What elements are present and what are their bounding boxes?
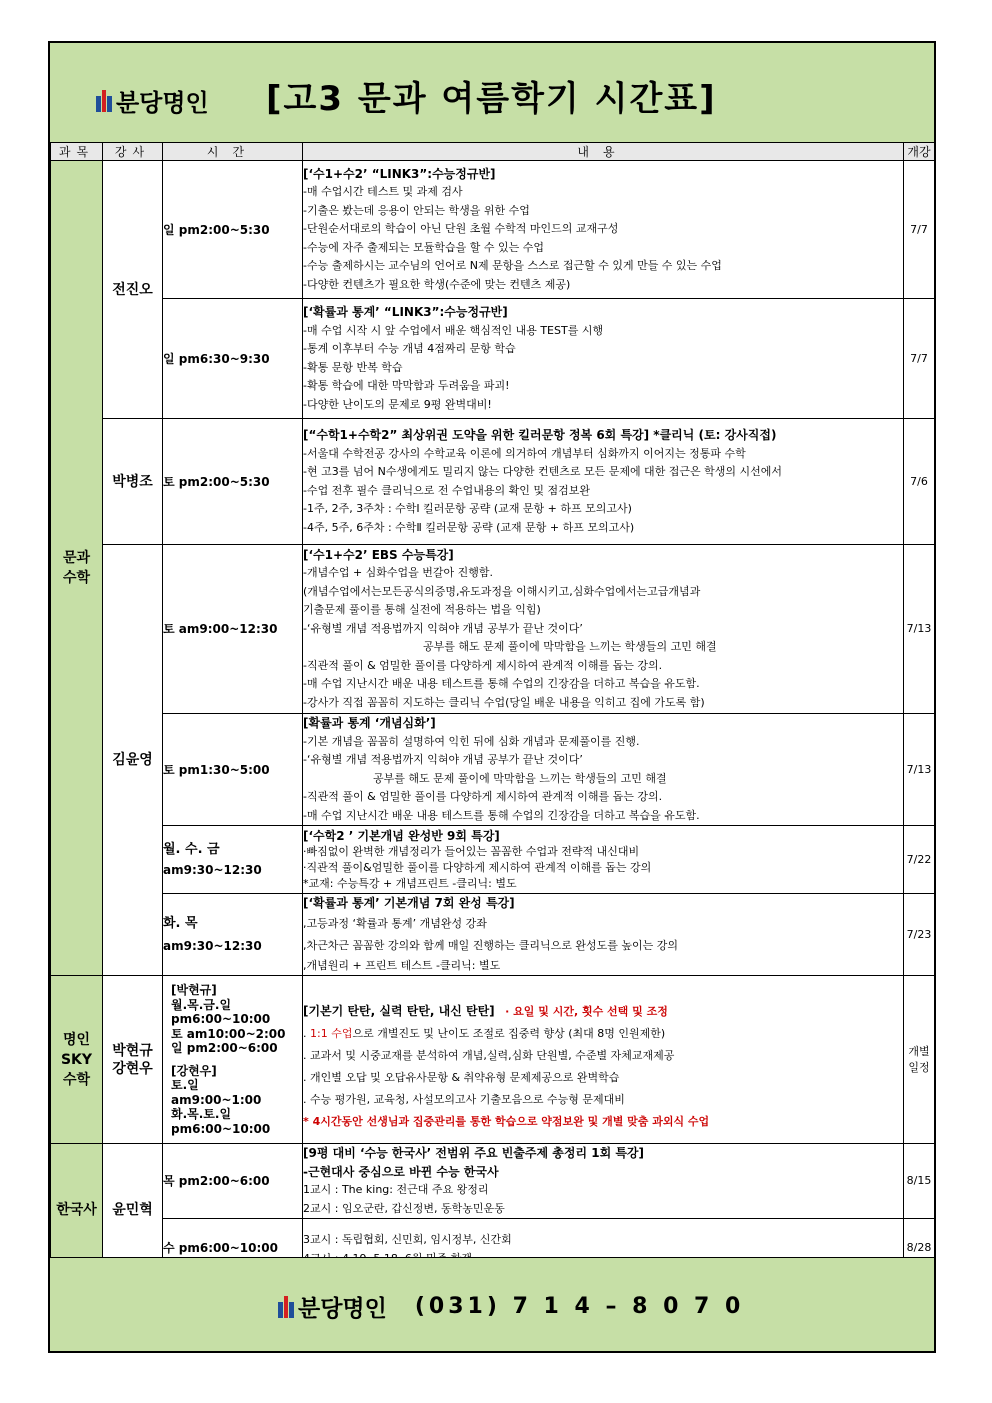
- phone-number: (031) 7 1 4 – 8 0 7 0: [414, 1294, 745, 1319]
- footer-brand: 분당명인: [298, 1296, 387, 1322]
- class-content: [기본기 탄탄, 실력 탄탄, 내신 탄탄] · 요일 및 시간, 횟수 선택 및 조정 . 1:1 수업으로 개별진도 및 난이도 조절로 집중력 향상 (최대 8명 인원제한) . 교과서 및 시중교재를 분석하여 개념,실력,심화 단원별, 수준별 자체교재제공 . 개인별 오답 및 오답유사문항 & 취약유형 문제제공으로 완벽학습 . 수능 평가원, 교육청, 사설모의고사 기출모음으로 수능형 문제대비 * 4시간동안 선생님과 집중관리를 통한 학습으로 약점보완 및 개별 맞춤 과외식 수업: [303, 976, 904, 1144]
- footer-logo: [278, 1290, 744, 1323]
- table-row: [51, 299, 935, 419]
- open-date: 7/7: [904, 299, 935, 419]
- teacher-name: 김윤영: [103, 545, 163, 976]
- col-content: 내용: [303, 143, 904, 161]
- open-date: 7/6: [904, 419, 935, 545]
- open-date: 8/15: [904, 1144, 935, 1219]
- table-header-row: [51, 143, 935, 161]
- table-row: [51, 976, 935, 1144]
- class-content: [확률과 통계 ‘개념심화’] -기본 개념을 꼼꼼히 설명하여 익힌 뒤에 심화 개념과 문제풀이를 진행. -‘유형별 개념 적용법까지 익혀야 개념 공부가 끝난 것이다’ 공부를 해도 문제 풀이에 막막함을 느끼는 학생들의 고민 해결 -직관적 풀이 & 엄밀한 풀이를 다양하게 제시하여 관계적 이해를 돕는 강의. -매 수업 지난시간 배운 내용 테스트를 통해 수업의 긴장감을 더하고 복습을 유도함.: [303, 714, 904, 826]
- open-date: 7/23: [904, 894, 935, 976]
- class-time: 목 pm2:00~6:00: [163, 1144, 303, 1219]
- page-title: [고3 문과 여름학기 시간표]: [266, 79, 717, 119]
- open-date: 7/13: [904, 545, 935, 714]
- table-row: [51, 714, 935, 826]
- class-content: [‘수1+수2’ EBS 수능특강] -개념수업 + 심화수업을 번갈아 진행함. (개념수업에서는모든공식의증명,유도과정을 이해시키고,심화수업에서는고급개념과 기출문제 풀이를 통해 실전에 적용하는 법을 익힘) -‘유형별 개념 적용법까지 익혀야 개념 공부가 끝난 것이다’ 공부를 해도 문제 풀이에 막막함을 느끼는 학생들의 고민 해결 -직관적 풀이 & 엄밀한 풀이를 다양하게 제시하여 관계적 이해를 돕는 강의. -매 수업 지난시간 배운 내용 테스트를 통해 수업의 긴장감을 더하고 복습을 유도함. -강사가 직접 꼼꼼히 지도하는 클리닉 수업(당일 배운 내용을 익히고 집에 가도록 함): [303, 545, 904, 714]
- class-content: [‘확률과 통계’ 기본개념 7회 완성 특강] ,고등과정 ‘확률과 통계’ 개념완성 강좌 ,차근차근 꼼꼼한 강의와 함께 매일 진행하는 클리닉으로 완성도를 높이는 강의 ,개념원리 + 프린트 테스트 -클리닉: 별도: [303, 894, 904, 976]
- col-subject: 과목: [51, 143, 103, 161]
- table-row: [51, 1144, 935, 1219]
- class-content: 3교시 : 독립협회, 신민회, 임시정부, 신간회: [303, 1219, 904, 1277]
- footer-banner: [50, 1257, 934, 1351]
- table-row: [51, 545, 935, 714]
- teacher-name: 전진오: [103, 161, 163, 419]
- table-row: [51, 419, 935, 545]
- open-date: 7/22: [904, 826, 935, 894]
- teacher-name: 박현규 강현우: [103, 976, 163, 1144]
- subject-sky-math: 명인 SKY 수학: [51, 976, 103, 1144]
- table-row: [51, 826, 935, 894]
- table-row: [51, 894, 935, 976]
- class-content: [“수학1+수학2” 최상위권 도약을 위한 킬러문항 정복 6회 특강] *클리닉 (토: 강사직접) -서울대 수학전공 강사의 수학교육 이론에 의거하여 개념부터 심화까지 이어지는 정통파 수학 -현 고3를 넘어 N수생에게도 밀리지 않는 다양한 컨텐츠로 모든 문제에 대한 접근은 학생의 시선에서 -수업 전후 필수 클리닉으로 전 수업내용의 확인 및 점검보완 -1주, 2주, 3주차 : 수학Ⅰ 킬러문항 공략 (교재 문항 + 하프 모의고사) -4주, 5주, 6주차 : 수학Ⅱ 킬러문항 공략 (교재 문항 + 하프 모의고사): [303, 419, 904, 545]
- subject-math: 문과 수학: [51, 161, 103, 976]
- brand-logo: [96, 83, 209, 118]
- open-date: 개별 일정: [904, 976, 935, 1144]
- class-time: 토 pm2:00~5:30: [163, 419, 303, 545]
- class-content: [‘확률과 통계’ “LINK3”:수능정규반] -매 수업 시작 시 앞 수업에서 배운 핵심적인 내용 TEST를 시행 -통계 이후부터 수능 개념 4점짜리 문항 학습 -확통 문항 반복 학습 -확통 학습에 대한 막막함과 두려움을 파괴! -다양한 난이도의 문제로 9평 완벽대비!: [303, 299, 904, 419]
- schedule-table: [50, 142, 935, 1277]
- class-time: 화. 목 am9:30~12:30: [163, 894, 303, 976]
- logo-icon: [278, 1296, 294, 1318]
- class-time: 수 pm6:00~10:00: [163, 1219, 303, 1277]
- class-content: [‘수1+수2’ “LINK3”:수능정규반] -매 수업시간 테스트 및 과제 검사 -기출은 봤는데 응용이 안되는 학생을 위한 수업 -단원순서대로의 학습이 아닌 단원 초월 수학적 마인드의 교재구성 -수능에 자주 출제되는 모듈학습을 할 수 있는 수업 -수능 출제하시는 교수님의 언어로 N제 문항을 스스로 접근할 수 있게 만들 수 있는 수업 -다양한 컨텐츠가 필요한 학생(수준에 맞는 컨텐츠 제공): [303, 161, 904, 299]
- logo-icon: [96, 90, 112, 112]
- class-content: [‘수학2 ’ 기본개념 완성반 9회 특강] ·빠짐없이 완벽한 개념정리가 들어있는 꼼꼼한 수업과 전략적 내신대비 ·직관적 풀이&엄밀한 풀이를 다양하게 제시하여 관계적 이해를 돕는 강의 *교재: 수능특강 + 개념프린트 -클리닉: 별도: [303, 826, 904, 894]
- col-open: 개강: [904, 143, 935, 161]
- header-banner: [50, 43, 934, 143]
- class-time: 일 pm6:30~9:30: [163, 299, 303, 419]
- brand-name: 분당명인: [116, 89, 209, 117]
- open-date: 7/13: [904, 714, 935, 826]
- timetable-frame: [48, 41, 936, 1353]
- class-content: [9평 대비 ‘수능 한국사’ 전범위 주요 빈출주제 총정리 1회 특강] -근현대사 중심으로 바뀐 수능 한국사 1교시 : The king: 전근대 주요 왕정리 2교시 : 임오군란, 갑신정변, 동학농민운동: [303, 1144, 904, 1219]
- col-time: 시간: [163, 143, 303, 161]
- teacher-name: 박병조: [103, 419, 163, 545]
- teacher-name: 윤민혁: [103, 1144, 163, 1277]
- class-time: 토 am9:00~12:30: [163, 545, 303, 714]
- class-time: 토 pm1:30~5:00: [163, 714, 303, 826]
- subject-history: 한국사: [51, 1144, 103, 1277]
- open-date: 8/28: [904, 1219, 935, 1277]
- open-date: 7/7: [904, 161, 935, 299]
- class-time: 월. 수. 금 am9:30~12:30: [163, 826, 303, 894]
- table-row: [51, 161, 935, 299]
- col-teacher: 강사: [103, 143, 163, 161]
- class-time: [박현규] 월.목.금.일 pm6:00~10:00 토 am10:00~2:00 일 pm2:00~6:00 [강현우] 토.일 am9:00~1:00 화.목.토.일 pm6:00~10:00: [163, 976, 303, 1144]
- class-time: 일 pm2:00~5:30: [163, 161, 303, 299]
